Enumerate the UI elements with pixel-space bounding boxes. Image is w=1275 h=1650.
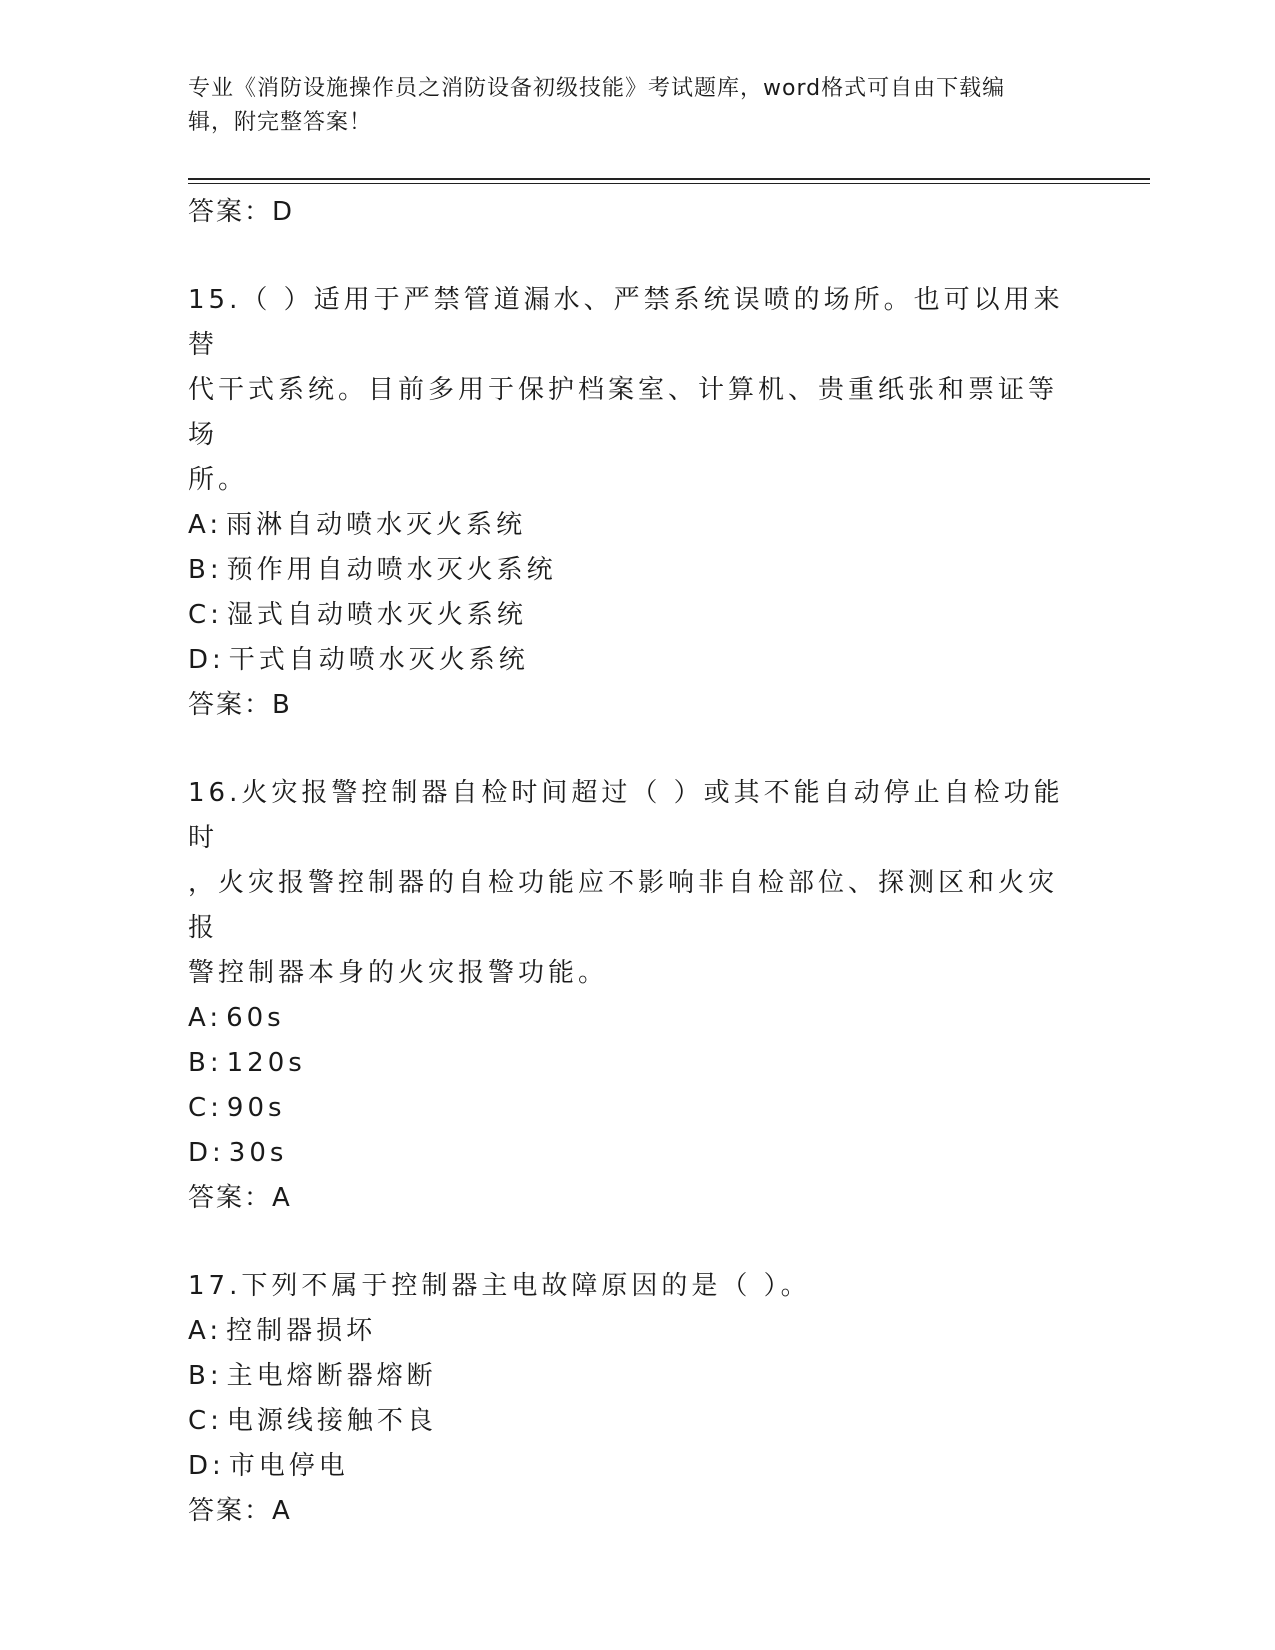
question-content [188,190,1068,1533]
option-letter: C: [188,1406,223,1436]
page-header [188,72,1088,140]
question-15 [188,278,1068,727]
answer-label: 答案： [188,1496,273,1526]
question-stem-line: 16.火灾报警控制器自检时间超过（ ）或其不能自动停止自检功能时 [188,778,1064,853]
question-17 [188,1264,1068,1533]
answer-value: A [272,1183,291,1213]
question-answer [188,1176,1068,1220]
option-text: 30s [228,1138,288,1168]
option-b [188,548,1068,593]
question-answer [188,683,1068,727]
option-c [188,1399,1068,1444]
answer-value: B [272,690,291,720]
option-letter: D: [188,645,225,675]
question-stem-line: 所。 [188,465,249,495]
option-text: 市电停电 [228,1451,349,1481]
question-16 [188,771,1068,1220]
question-stem-line: 代干式系统。目前多用于保护档案室、计算机、贵重纸张和票证等场 [188,375,1059,450]
option-letter: A: [188,510,223,540]
option-letter: A: [188,1316,223,1346]
question-answer [188,1489,1068,1533]
answer-value: D [272,197,294,227]
header-line-1: 专业《消防设施操作员之消防设备初级技能》考试题库，word格式可自由下载编 [188,76,1006,101]
question-stem-line: 15.（ ）适用于严禁管道漏水、严禁系统误喷的场所。也可以用来替 [188,285,1064,360]
option-a [188,1309,1068,1354]
option-text: 120s [226,1048,306,1078]
option-text: 雨淋自动喷水灭火系统 [226,510,527,540]
option-b [188,1041,1068,1086]
option-letter: C: [188,600,223,630]
option-a [188,503,1068,548]
question-stem-line: ，火灾报警控制器的自检功能应不影响非自检部位、探测区和火灾报 [188,868,1059,943]
option-text: 预作用自动喷水灭火系统 [226,555,557,585]
option-letter: A: [188,1003,223,1033]
header-divider-thick [188,178,1150,180]
question-stem-line: 17.下列不属于控制器主电故障原因的是（ ）。 [188,1271,811,1301]
answer-label: 答案： [188,1183,273,1213]
option-d [188,1131,1068,1176]
option-text: 湿式自动喷水灭火系统 [226,600,527,630]
option-letter: B: [188,1048,223,1078]
option-b [188,1354,1068,1399]
question-stem-line: 警控制器本身的火灾报警功能。 [188,958,609,988]
previous-answer [188,190,1068,234]
option-letter: C: [188,1093,223,1123]
option-text: 电源线接触不良 [226,1406,437,1436]
option-text: 主电熔断器熔断 [226,1361,437,1391]
option-letter: B: [188,555,223,585]
option-text: 干式自动喷水灭火系统 [228,645,529,675]
answer-label: 答案： [188,197,273,227]
option-text: 60s [226,1003,285,1033]
option-text: 90s [226,1093,286,1123]
option-letter: D: [188,1451,225,1481]
option-letter: D: [188,1138,225,1168]
option-a [188,996,1068,1041]
option-d [188,1444,1068,1489]
option-d [188,638,1068,683]
option-text: 控制器损坏 [226,1316,377,1346]
header-line-2: 辑，附完整答案！ [188,110,373,135]
option-c [188,1086,1068,1131]
header-divider-thin [188,183,1150,184]
option-c [188,593,1068,638]
answer-value: A [272,1496,291,1526]
answer-label: 答案： [188,690,273,720]
option-letter: B: [188,1361,223,1391]
